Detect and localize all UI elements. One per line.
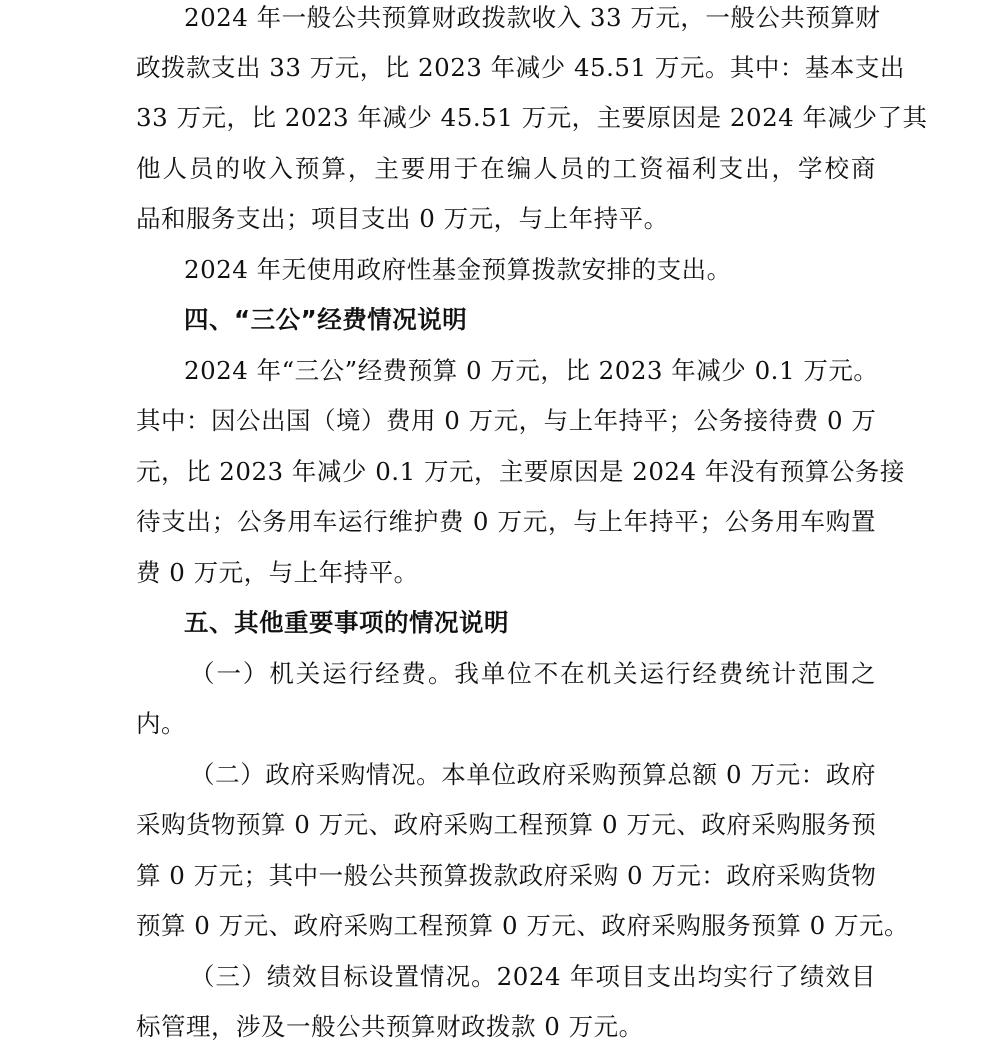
paragraph-line: 33 万元，比 2023 年减少 45.51 万元，主要原因是 2024 年减少了其 <box>136 103 928 132</box>
paragraph-line: 采购货物预算 0 万元、政府采购工程预算 0 万元、政府采购服务预 <box>136 810 877 839</box>
paragraph-line: 元，比 2023 年减少 0.1 万元，主要原因是 2024 年没有预算公务接 <box>136 457 905 486</box>
paragraph-line: 他人员的收入预算，主要用于在编人员的工资福利支出，学校商 <box>136 154 876 183</box>
paragraph-line: 算 0 万元；其中一般公共预算拨款政府采购 0 万元：政府采购货物 <box>136 861 877 890</box>
paragraph-line: （二）政府采购情况。本单位政府采购预算总额 0 万元：政府 <box>190 760 876 789</box>
paragraph-line: 标管理，涉及一般公共预算财政拨款 0 万元。 <box>136 1012 644 1041</box>
paragraph-line: 政拨款支出 33 万元，比 2023 年减少 45.51 万元。其中：基本支出 <box>136 53 905 82</box>
paragraph-line: 预算 0 万元、政府采购工程预算 0 万元、政府采购服务预算 0 万元。 <box>136 911 909 940</box>
paragraph-line: （三）绩效目标设置情况。2024 年项目支出均实行了绩效目 <box>190 962 876 991</box>
paragraph-line: 2024 年无使用政府性基金预算拨款安排的支出。 <box>184 255 732 284</box>
paragraph-line: 内。 <box>136 709 186 738</box>
paragraph-line: 2024 年“三公”经费预算 0 万元，比 2023 年减少 0.1 万元。 <box>184 356 879 385</box>
paragraph-line: 待支出；公务用车运行维护费 0 万元，与上年持平；公务用车购置 <box>136 507 876 536</box>
section-heading-4: 四、“三公”经费情况说明 <box>184 305 468 334</box>
paragraph-line: （一）机关运行经费。我单位不在机关运行经费统计范围之 <box>190 659 876 688</box>
paragraph-line: 2024 年一般公共预算财政拨款收入 33 万元，一般公共预算财 <box>184 3 881 32</box>
paragraph-line: 费 0 万元，与上年持平。 <box>136 558 419 587</box>
paragraph-line: 品和服务支出；项目支出 0 万元，与上年持平。 <box>136 204 669 233</box>
section-heading-5: 五、其他重要事项的情况说明 <box>184 608 509 637</box>
paragraph-line: 其中：因公出国（境）费用 0 万元，与上年持平；公务接待费 0 万 <box>136 406 877 435</box>
